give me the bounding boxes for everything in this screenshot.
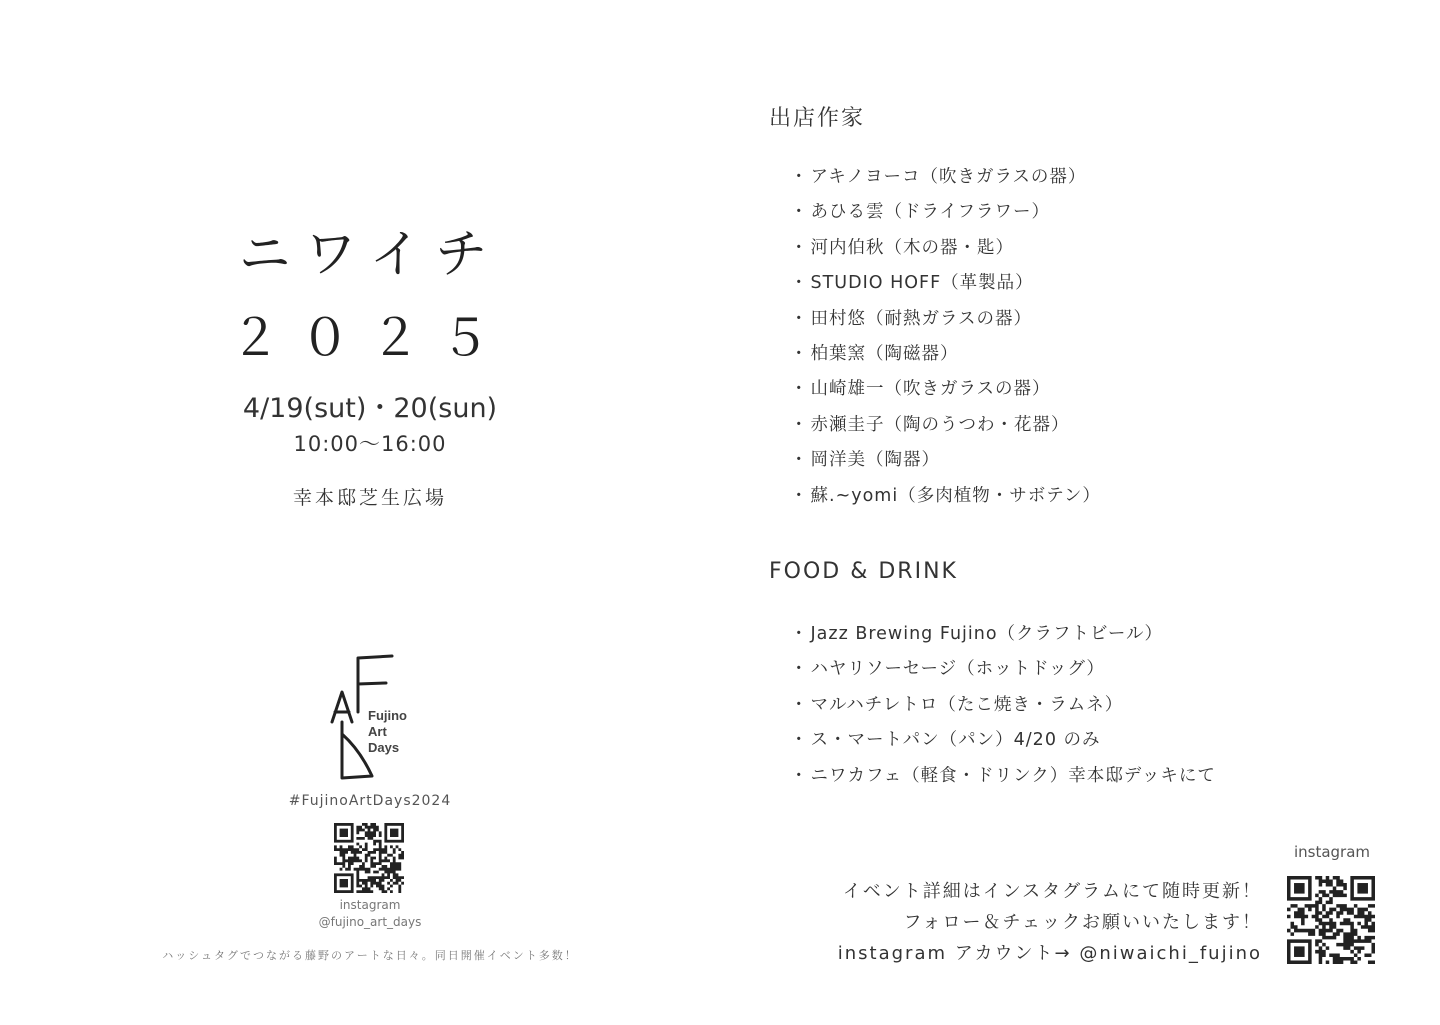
qr-pattern-icon [334, 823, 404, 893]
instagram-label-left: instagram [339, 898, 401, 912]
qr-pattern-icon [1287, 876, 1375, 964]
instagram-handle-left[interactable]: @fujino_art_days [318, 915, 422, 929]
food-list [790, 620, 1216, 797]
list-item: ・ 蘇.~yomi（多肉植物・サボテン） [790, 482, 1101, 517]
qr-code-left[interactable] [334, 823, 404, 893]
list-item: ・ 田村悠（耐熱ガラスの器） [790, 305, 1101, 340]
event-dates: 4/19(sut)・20(sun) [242, 393, 498, 424]
instagram-label-right: instagram [1293, 843, 1371, 861]
fujino-art-days-logo [320, 650, 430, 785]
list-item: ・ ハヤリソーセージ（ホットドッグ） [790, 655, 1216, 690]
logo-line3: Days [368, 740, 400, 755]
instagram-info-left [200, 897, 540, 931]
notice-line2: フォロー＆チェックお願いいたします！ [903, 912, 1262, 933]
notice-line1: イベント詳細はインスタグラムにて随時更新！ [842, 881, 1262, 902]
list-item: ・ STUDIO HOFF（革製品） [790, 269, 1101, 304]
logo-line1: Fujino [368, 708, 407, 723]
hashtag: #FujinoArtDays2024 [288, 793, 452, 809]
notice-text [740, 876, 1262, 969]
list-item: ・ 赤瀬圭子（陶のうつわ・花器） [790, 411, 1101, 446]
event-venue: 幸本邸芝生広場 [292, 487, 447, 509]
bottom-note: ハッシュタグでつながる藤野のアートな日々。同日開催イベント多数！ [162, 949, 578, 962]
event-year: ２０２５ [230, 309, 510, 367]
event-title: ニワイチ [238, 225, 502, 285]
event-hours: 10:00〜16:00 [293, 432, 447, 456]
notice-line3[interactable]: instagram アカウント→ @niwaichi_fujino [837, 943, 1262, 964]
list-item: ・ 河内伯秋（木の器・匙） [790, 234, 1101, 269]
list-item: ・ Jazz Brewing Fujino（クラフトビール） [790, 620, 1216, 655]
artists-heading: 出店作家 [769, 106, 866, 131]
list-item: ・ 山崎雄一（吹きガラスの器） [790, 375, 1101, 410]
artists-list [790, 163, 1101, 517]
list-item: ・ ス・マートパン（パン）4/20 のみ [790, 726, 1216, 761]
list-item: ・ マルハチレトロ（たこ焼き・ラムネ） [790, 691, 1216, 726]
list-item: ・ 岡洋美（陶器） [790, 446, 1101, 481]
logo-line2: Art [368, 724, 387, 739]
list-item: ・ 柏葉窯（陶磁器） [790, 340, 1101, 375]
qr-code-right[interactable] [1287, 876, 1375, 964]
list-item: ・ あひる雲（ドライフラワー） [790, 198, 1101, 233]
list-item: ・ アキノヨーコ（吹きガラスの器） [790, 163, 1101, 198]
food-heading: FOOD & DRINK [769, 559, 958, 584]
list-item: ・ ニワカフェ（軽食・ドリンク）幸本邸デッキにて [790, 762, 1216, 797]
